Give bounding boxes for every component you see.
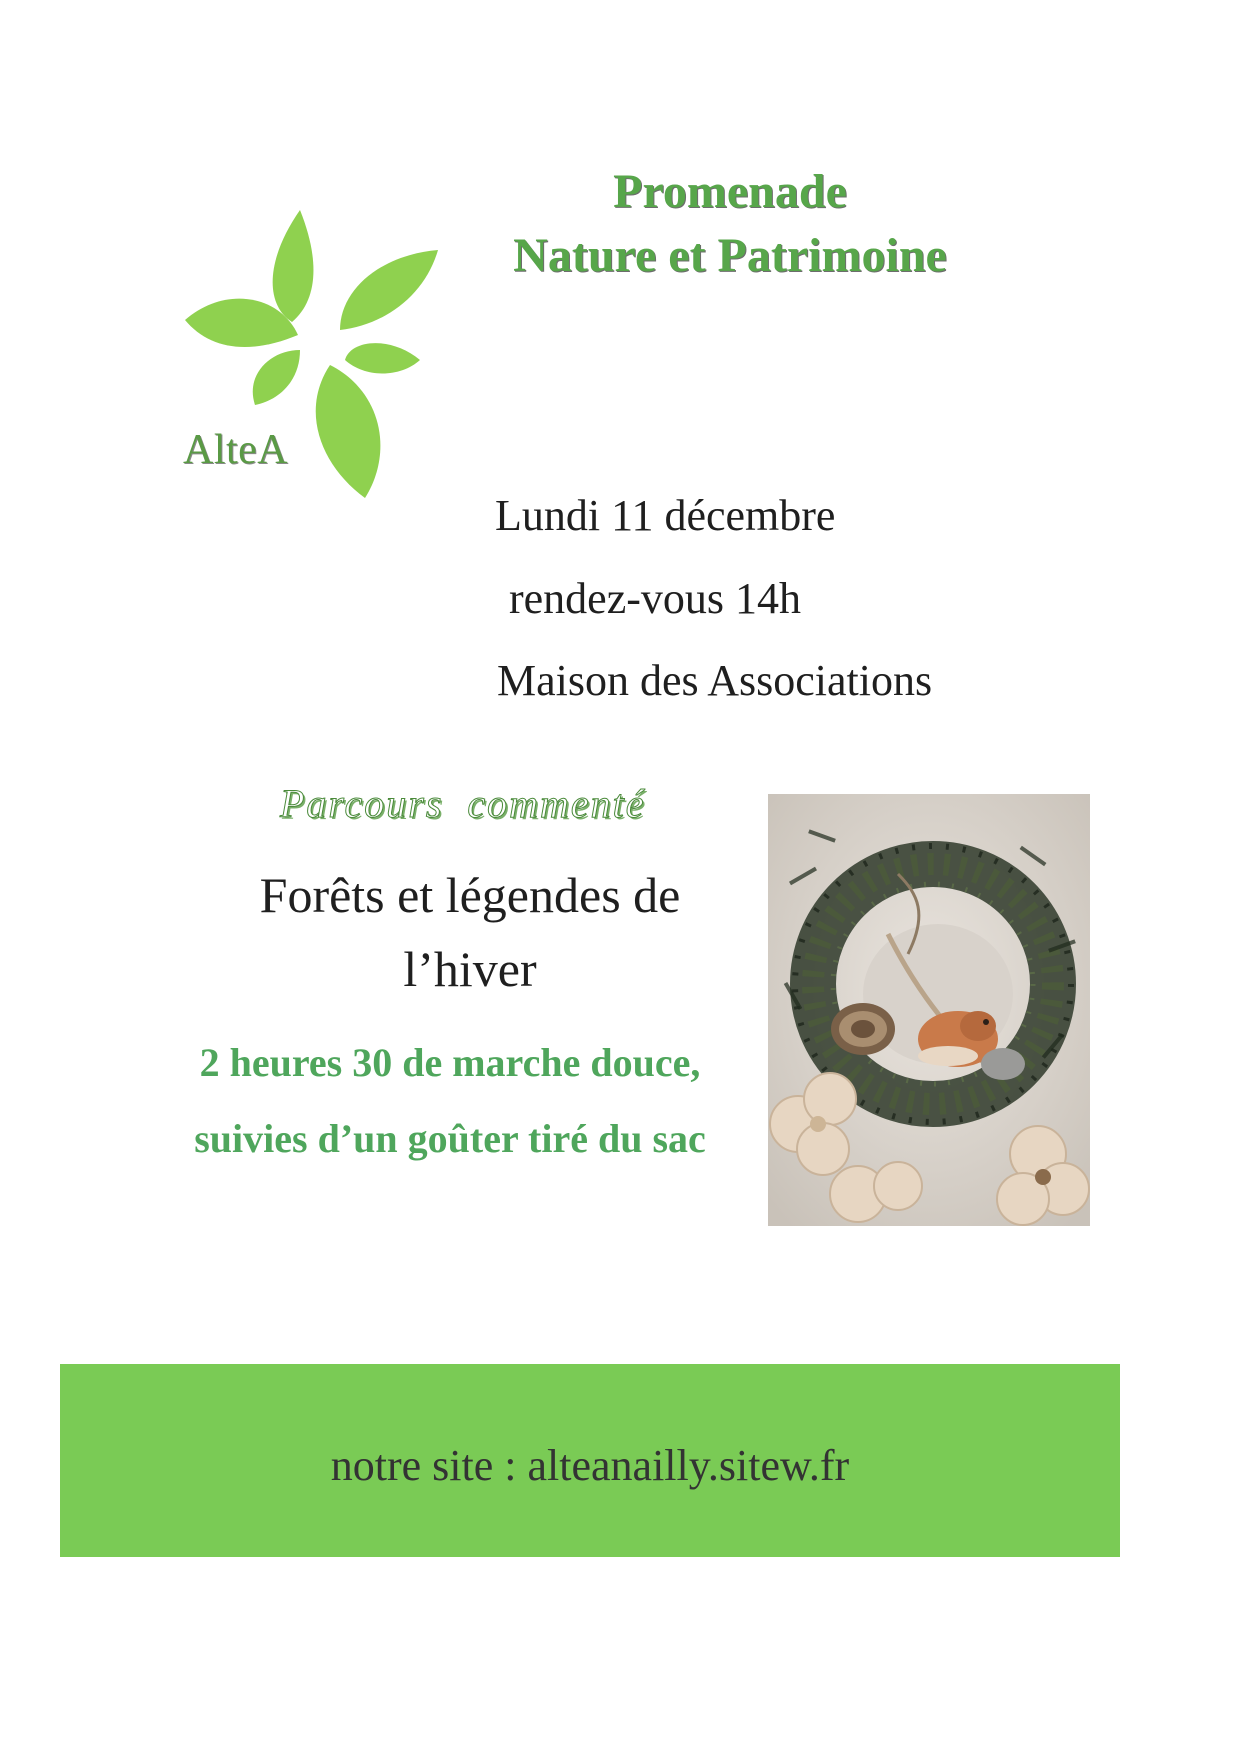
theme-line-1: Forêts et légendes de <box>259 867 681 923</box>
website-text: notre site : alteanailly.sitew.fr <box>330 1441 850 1490</box>
winter-wreath-photo <box>768 794 1090 1226</box>
activity-theme <box>190 858 750 1006</box>
title-line-1: Promenade <box>613 165 847 218</box>
theme-line-2: l’hiver <box>403 941 537 997</box>
website-banner <box>60 1364 1120 1557</box>
event-place: Maison des Associations <box>497 656 933 705</box>
event-date: Lundi 11 décembre <box>495 491 836 540</box>
event-time: rendez-vous 14h <box>509 574 802 623</box>
activity-subtitle: Parcours commenté <box>280 781 646 826</box>
details-line-2: suivies d’un goûter tiré du sac <box>194 1116 706 1161</box>
details-line-1: 2 heures 30 de marche douce, <box>199 1040 701 1085</box>
activity-details <box>140 1025 760 1177</box>
page-title <box>470 160 990 288</box>
logo-name: AlteA <box>183 427 289 473</box>
title-line-2: Nature et Patrimoine <box>513 229 947 282</box>
